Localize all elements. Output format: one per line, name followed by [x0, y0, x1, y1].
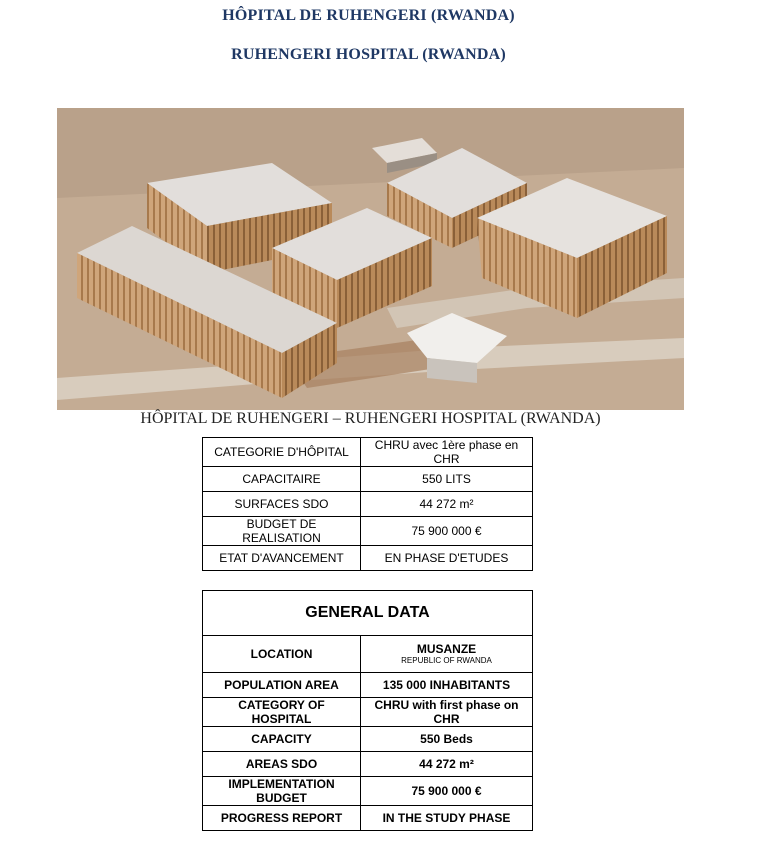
page-title-english: RUHENGERI HOSPITAL (RWANDA) — [231, 46, 506, 63]
location-cell — [361, 636, 533, 673]
row-value: CHRU avec 1ère phase en CHR — [361, 438, 533, 467]
table-row — [203, 698, 533, 727]
table-row — [203, 727, 533, 752]
location-country: REPUBLIC OF RWANDA — [401, 656, 492, 665]
table-row — [203, 438, 533, 467]
row-label: CATEGORIE D'HÔPITAL — [203, 438, 361, 467]
table-row — [203, 517, 533, 546]
table-row — [203, 636, 533, 673]
table-header-row — [203, 591, 533, 636]
row-label: PROGRESS REPORT — [203, 806, 361, 831]
row-label: SURFACES SDO — [203, 492, 361, 517]
table-row — [203, 752, 533, 777]
french-data-table — [202, 437, 533, 571]
hospital-rendering-image — [57, 108, 684, 410]
location-value: MUSANZE — [416, 642, 477, 656]
row-label: CATEGORY OF HOSPITAL — [203, 698, 361, 727]
row-label: BUDGET DE REALISATION — [203, 517, 361, 546]
row-label: LOCATION — [203, 636, 361, 673]
english-data-table — [202, 590, 533, 831]
page-title-french: HÔPITAL DE RUHENGERI (RWANDA) — [222, 7, 515, 24]
table-row — [203, 492, 533, 517]
row-label: IMPLEMENTATION BUDGET — [203, 777, 361, 806]
row-value: 75 900 000 € — [361, 517, 533, 546]
row-value: 135 000 INHABITANTS — [361, 673, 533, 698]
row-label: CAPACITAIRE — [203, 467, 361, 492]
table-row — [203, 467, 533, 492]
table-row — [203, 777, 533, 806]
row-value: 44 272 m² — [361, 752, 533, 777]
row-label: CAPACITY — [203, 727, 361, 752]
row-value: EN PHASE D'ETUDES — [361, 546, 533, 571]
table-row — [203, 806, 533, 831]
row-label: ETAT D'AVANCEMENT — [203, 546, 361, 571]
row-value: 75 900 000 € — [361, 777, 533, 806]
row-label: POPULATION AREA — [203, 673, 361, 698]
row-value: IN THE STUDY PHASE — [361, 806, 533, 831]
row-value: 44 272 m² — [361, 492, 533, 517]
row-label: AREAS SDO — [203, 752, 361, 777]
row-value: 550 Beds — [361, 727, 533, 752]
table-row — [203, 673, 533, 698]
row-value: 550 LITS — [361, 467, 533, 492]
image-caption: HÔPITAL DE RUHENGERI – RUHENGERI HOSPITAL (RWANDA) — [140, 410, 601, 427]
row-value: CHRU with first phase on CHR — [361, 698, 533, 727]
table-heading: GENERAL DATA — [203, 591, 533, 636]
table-row — [203, 546, 533, 571]
